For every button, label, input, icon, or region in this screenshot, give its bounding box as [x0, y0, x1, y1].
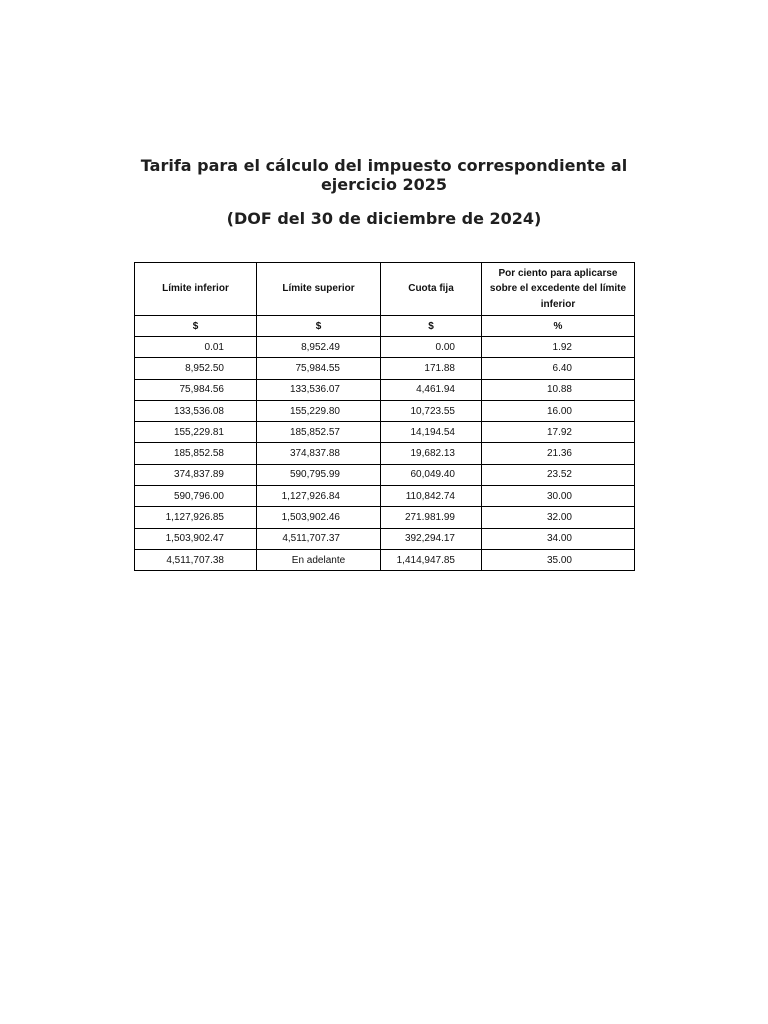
cell-limite-superior: 185,852.57: [257, 422, 381, 443]
header-limite-superior: Límite superior: [257, 263, 381, 316]
cell-por-ciento: 16.00: [482, 400, 635, 421]
cell-limite-inferior: 185,852.58: [135, 443, 257, 464]
cell-por-ciento: 1.92: [482, 337, 635, 358]
cell-cuota-fija: 10,723.55: [381, 400, 482, 421]
cell-limite-inferior: 1,503,902.47: [135, 528, 257, 549]
table-row: [135, 422, 635, 443]
table-row: [135, 443, 635, 464]
tax-rate-table: [134, 262, 635, 571]
table-row: [135, 337, 635, 358]
cell-cuota-fija: 110,842.74: [381, 486, 482, 507]
cell-cuota-fija: 19,682.13: [381, 443, 482, 464]
table-row: [135, 379, 635, 400]
cell-limite-inferior: 4,511,707.38: [135, 549, 257, 570]
table-row: [135, 528, 635, 549]
header-limite-inferior: Límite inferior: [135, 263, 257, 316]
cell-limite-superior: 1,503,902.46: [257, 507, 381, 528]
cell-limite-inferior: 1,127,926.85: [135, 507, 257, 528]
cell-limite-superior: 155,229.80: [257, 400, 381, 421]
header-cuota-fija: Cuota fija: [381, 263, 482, 316]
table-row: [135, 358, 635, 379]
cell-cuota-fija: 4,461.94: [381, 379, 482, 400]
cell-limite-inferior: 374,837.89: [135, 464, 257, 485]
cell-por-ciento: 6.40: [482, 358, 635, 379]
unit-por-ciento: %: [482, 316, 635, 337]
cell-por-ciento: 35.00: [482, 549, 635, 570]
table-row: [135, 400, 635, 421]
cell-limite-inferior: 8,952.50: [135, 358, 257, 379]
cell-por-ciento: 23.52: [482, 464, 635, 485]
table-units-row: [135, 316, 635, 337]
cell-por-ciento: 34.00: [482, 528, 635, 549]
cell-cuota-fija: 271.981.99: [381, 507, 482, 528]
cell-limite-superior: 4,511,707.37: [257, 528, 381, 549]
cell-limite-inferior: 590,796.00: [135, 486, 257, 507]
unit-cuota-fija: $: [381, 316, 482, 337]
table-row: [135, 549, 635, 570]
cell-limite-superior: 1,127,926.84: [257, 486, 381, 507]
table-header-row: [135, 263, 635, 316]
cell-cuota-fija: 171.88: [381, 358, 482, 379]
page-title: Tarifa para el cálculo del impuesto correspondiente al ejercicio 2025: [140, 156, 628, 194]
cell-cuota-fija: 60,049.40: [381, 464, 482, 485]
cell-limite-superior: 374,837.88: [257, 443, 381, 464]
cell-cuota-fija: 392,294.17: [381, 528, 482, 549]
unit-limite-inferior: $: [135, 316, 257, 337]
cell-limite-superior: 75,984.55: [257, 358, 381, 379]
cell-limite-inferior: 0.01: [135, 337, 257, 358]
table-row: [135, 507, 635, 528]
cell-limite-inferior: 155,229.81: [135, 422, 257, 443]
header-por-ciento: Por ciento para aplicarse sobre el excedente del límite inferior: [482, 263, 635, 316]
cell-por-ciento: 10.88: [482, 379, 635, 400]
cell-por-ciento: 21.36: [482, 443, 635, 464]
cell-por-ciento: 30.00: [482, 486, 635, 507]
cell-limite-inferior: 75,984.56: [135, 379, 257, 400]
table-row: [135, 486, 635, 507]
cell-limite-superior: 133,536.07: [257, 379, 381, 400]
cell-por-ciento: 32.00: [482, 507, 635, 528]
cell-cuota-fija: 14,194.54: [381, 422, 482, 443]
cell-limite-superior: 8,952.49: [257, 337, 381, 358]
cell-limite-superior: En adelante: [257, 549, 381, 570]
cell-limite-inferior: 133,536.08: [135, 400, 257, 421]
cell-limite-superior: 590,795.99: [257, 464, 381, 485]
cell-por-ciento: 17.92: [482, 422, 635, 443]
cell-cuota-fija: 0.00: [381, 337, 482, 358]
table-row: [135, 464, 635, 485]
cell-cuota-fija: 1,414,947.85: [381, 549, 482, 570]
unit-limite-superior: $: [257, 316, 381, 337]
page-subtitle: (DOF del 30 de diciembre de 2024): [226, 209, 542, 228]
